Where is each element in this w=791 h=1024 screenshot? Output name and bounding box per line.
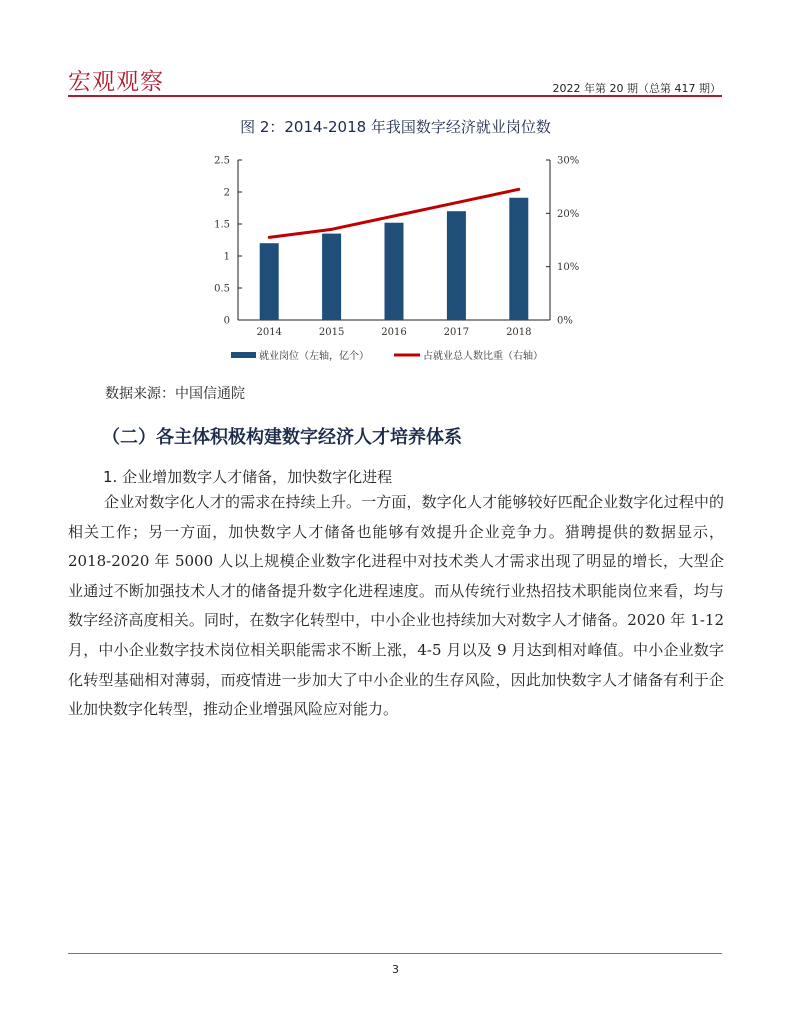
body-text (68, 488, 724, 725)
right-axis-tick-label: 30% (557, 155, 580, 167)
footer-divider (68, 953, 722, 954)
body-paragraph: 企业对数字化人才的需求在持续上升。一方面，数字化人才能够较好匹配企业数字化过程中的相关工作；另一方面，加快数字人才储备也能够有效提升企业竞争力。猎聘提供的数据显示，2018-2020 年 5000 人以上规模企业数字化进程中对技术类人才需求出现了明显的增长，大型企业通过不断加强技术人才的储备提升数字化进程速度。而从传统行业热招技术职能岗位来看，均与数字经济高度相关。同时，在数字化转型中，中小企业也持续加大对数字人才储备。2020 年 1-12 月，中小企业数字技术岗位相关职能需求不断上涨，4-5 月以及 9 月达到相对峰值。中小企业数字化转型基础相对薄弱，而疫情进一步加大了中小企业的生存风险，因此加快数字人才储备有利于企业加快数字化转型，推动企业增强风险应对能力。 (68, 493, 724, 719)
legend-line-label: 占就业总人数比重（右轴） (423, 351, 543, 362)
bar-2017 (447, 211, 466, 320)
right-axis-tick-label: 0% (557, 315, 573, 327)
right-axis-tick-label: 20% (557, 208, 580, 220)
data-source-note: 数据来源：中国信通院 (105, 386, 245, 402)
bar-2015 (322, 234, 341, 320)
left-axis-tick-label: 1 (223, 251, 230, 263)
header-divider (68, 95, 722, 97)
legend-bar-label: 就业岗位（左轴，亿个） (259, 351, 369, 362)
bar-2018 (509, 198, 528, 320)
x-axis-tick-label: 2015 (318, 327, 345, 338)
left-axis-tick-label: 0 (223, 315, 230, 327)
right-axis-tick-label: 10% (557, 262, 580, 274)
employment-chart (198, 150, 598, 372)
header-brand: 宏观观察 (68, 69, 164, 95)
legend-bar-swatch (231, 352, 256, 358)
left-axis-tick-label: 1.5 (214, 219, 230, 231)
x-axis-tick-label: 2018 (506, 327, 532, 338)
header-issue-number: 2022 年第 20 期（总第 417 期） (552, 82, 721, 95)
x-axis-tick-label: 2016 (381, 327, 407, 338)
sub-heading: 1. 企业增加数字人才储备，加快数字化进程 (103, 468, 393, 486)
figure-title: 图 2：2014-2018 年我国数字经济就业岗位数 (240, 118, 551, 136)
x-axis-tick-label: 2017 (443, 327, 470, 338)
bar-2016 (385, 223, 404, 320)
left-axis-tick-label: 0.5 (214, 283, 230, 295)
page-number: 3 (392, 963, 399, 976)
bar-2014 (260, 243, 279, 320)
left-axis-tick-label: 2 (223, 187, 230, 199)
section-heading: （二）各主体积极构建数字经济人才培养体系 (102, 427, 462, 448)
left-axis-tick-label: 2.5 (214, 155, 230, 167)
x-axis-tick-label: 2014 (256, 327, 282, 338)
